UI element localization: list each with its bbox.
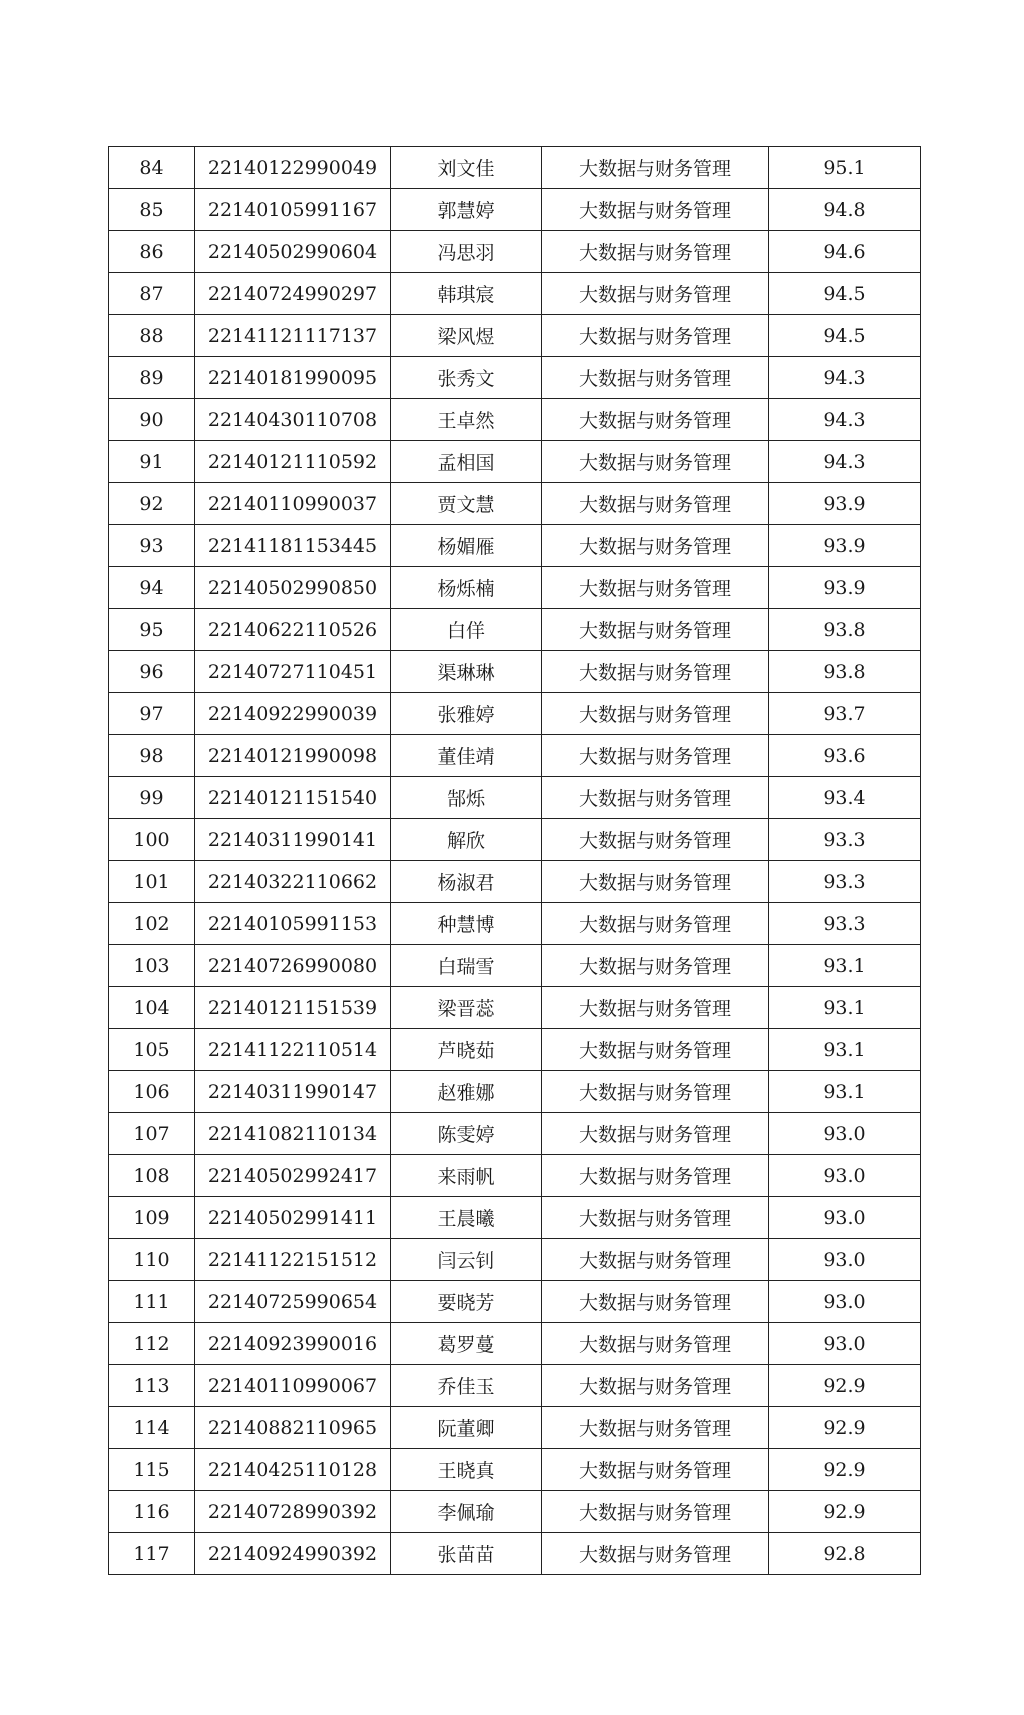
table-row bbox=[109, 1197, 921, 1239]
student-name-cell: 张苗苗 bbox=[391, 1533, 542, 1575]
table-row bbox=[109, 1239, 921, 1281]
candidate-id-cell: 22140430110708 bbox=[195, 399, 391, 441]
student-name-cell: 王晨曦 bbox=[391, 1197, 542, 1239]
table-row bbox=[109, 147, 921, 189]
student-name-cell: 杨烁楠 bbox=[391, 567, 542, 609]
score-cell: 93.0 bbox=[769, 1113, 921, 1155]
student-name-cell: 王晓真 bbox=[391, 1449, 542, 1491]
table-row bbox=[109, 315, 921, 357]
score-cell: 92.9 bbox=[769, 1491, 921, 1533]
student-name-cell: 张雅婷 bbox=[391, 693, 542, 735]
student-name-cell: 白佯 bbox=[391, 609, 542, 651]
table-row bbox=[109, 399, 921, 441]
major-cell: 大数据与财务管理 bbox=[542, 1491, 769, 1533]
major-cell: 大数据与财务管理 bbox=[542, 147, 769, 189]
results-table-body bbox=[109, 147, 921, 1575]
major-cell: 大数据与财务管理 bbox=[542, 945, 769, 987]
table-row bbox=[109, 693, 921, 735]
table-row bbox=[109, 189, 921, 231]
table-row bbox=[109, 1323, 921, 1365]
score-cell: 93.1 bbox=[769, 945, 921, 987]
candidate-id-cell: 22140121110592 bbox=[195, 441, 391, 483]
table-row bbox=[109, 1407, 921, 1449]
student-name-cell: 韩琪宸 bbox=[391, 273, 542, 315]
candidate-id-cell: 22141122110514 bbox=[195, 1029, 391, 1071]
score-cell: 93.0 bbox=[769, 1239, 921, 1281]
table-row bbox=[109, 903, 921, 945]
table-row bbox=[109, 1449, 921, 1491]
major-cell: 大数据与财务管理 bbox=[542, 1071, 769, 1113]
row-number-cell: 86 bbox=[109, 231, 195, 273]
student-name-cell: 种慧博 bbox=[391, 903, 542, 945]
candidate-id-cell: 22140502992417 bbox=[195, 1155, 391, 1197]
major-cell: 大数据与财务管理 bbox=[542, 819, 769, 861]
score-cell: 94.5 bbox=[769, 315, 921, 357]
candidate-id-cell: 22140724990297 bbox=[195, 273, 391, 315]
score-cell: 93.7 bbox=[769, 693, 921, 735]
student-name-cell: 芦晓茹 bbox=[391, 1029, 542, 1071]
score-cell: 95.1 bbox=[769, 147, 921, 189]
row-number-cell: 115 bbox=[109, 1449, 195, 1491]
major-cell: 大数据与财务管理 bbox=[542, 861, 769, 903]
table-row bbox=[109, 525, 921, 567]
table-row bbox=[109, 777, 921, 819]
major-cell: 大数据与财务管理 bbox=[542, 231, 769, 273]
score-cell: 94.5 bbox=[769, 273, 921, 315]
row-number-cell: 96 bbox=[109, 651, 195, 693]
table-row bbox=[109, 1113, 921, 1155]
table-row bbox=[109, 1155, 921, 1197]
student-name-cell: 张秀文 bbox=[391, 357, 542, 399]
table-row bbox=[109, 945, 921, 987]
score-cell: 92.9 bbox=[769, 1449, 921, 1491]
row-number-cell: 93 bbox=[109, 525, 195, 567]
table-row bbox=[109, 1029, 921, 1071]
table-row bbox=[109, 1491, 921, 1533]
results-table bbox=[108, 146, 921, 1575]
candidate-id-cell: 22140924990392 bbox=[195, 1533, 391, 1575]
row-number-cell: 109 bbox=[109, 1197, 195, 1239]
candidate-id-cell: 22141082110134 bbox=[195, 1113, 391, 1155]
candidate-id-cell: 22140311990147 bbox=[195, 1071, 391, 1113]
row-number-cell: 99 bbox=[109, 777, 195, 819]
candidate-id-cell: 22141181153445 bbox=[195, 525, 391, 567]
major-cell: 大数据与财务管理 bbox=[542, 399, 769, 441]
table-row bbox=[109, 1071, 921, 1113]
score-cell: 94.3 bbox=[769, 357, 921, 399]
student-name-cell: 冯思羽 bbox=[391, 231, 542, 273]
candidate-id-cell: 22140502990604 bbox=[195, 231, 391, 273]
table-row bbox=[109, 651, 921, 693]
candidate-id-cell: 22140110990067 bbox=[195, 1365, 391, 1407]
score-cell: 93.9 bbox=[769, 567, 921, 609]
candidate-id-cell: 22140121151539 bbox=[195, 987, 391, 1029]
candidate-id-cell: 22140311990141 bbox=[195, 819, 391, 861]
table-row bbox=[109, 735, 921, 777]
row-number-cell: 101 bbox=[109, 861, 195, 903]
row-number-cell: 95 bbox=[109, 609, 195, 651]
candidate-id-cell: 22140105991153 bbox=[195, 903, 391, 945]
table-row bbox=[109, 483, 921, 525]
score-cell: 93.4 bbox=[769, 777, 921, 819]
score-cell: 93.1 bbox=[769, 1029, 921, 1071]
row-number-cell: 87 bbox=[109, 273, 195, 315]
candidate-id-cell: 22140110990037 bbox=[195, 483, 391, 525]
row-number-cell: 90 bbox=[109, 399, 195, 441]
student-name-cell: 要晓芳 bbox=[391, 1281, 542, 1323]
candidate-id-cell: 22140121151540 bbox=[195, 777, 391, 819]
major-cell: 大数据与财务管理 bbox=[542, 1155, 769, 1197]
major-cell: 大数据与财务管理 bbox=[542, 609, 769, 651]
major-cell: 大数据与财务管理 bbox=[542, 1365, 769, 1407]
score-cell: 93.1 bbox=[769, 1071, 921, 1113]
table-row bbox=[109, 567, 921, 609]
score-cell: 93.0 bbox=[769, 1197, 921, 1239]
score-cell: 92.9 bbox=[769, 1407, 921, 1449]
student-name-cell: 阮董卿 bbox=[391, 1407, 542, 1449]
student-name-cell: 杨淑君 bbox=[391, 861, 542, 903]
student-name-cell: 孟相国 bbox=[391, 441, 542, 483]
major-cell: 大数据与财务管理 bbox=[542, 1281, 769, 1323]
major-cell: 大数据与财务管理 bbox=[542, 693, 769, 735]
score-cell: 94.6 bbox=[769, 231, 921, 273]
major-cell: 大数据与财务管理 bbox=[542, 525, 769, 567]
row-number-cell: 84 bbox=[109, 147, 195, 189]
table-row bbox=[109, 1533, 921, 1575]
row-number-cell: 102 bbox=[109, 903, 195, 945]
row-number-cell: 94 bbox=[109, 567, 195, 609]
score-cell: 94.3 bbox=[769, 399, 921, 441]
table-row bbox=[109, 441, 921, 483]
candidate-id-cell: 22140502990850 bbox=[195, 567, 391, 609]
major-cell: 大数据与财务管理 bbox=[542, 1113, 769, 1155]
student-name-cell: 李佩瑜 bbox=[391, 1491, 542, 1533]
major-cell: 大数据与财务管理 bbox=[542, 651, 769, 693]
table-row bbox=[109, 231, 921, 273]
score-cell: 93.9 bbox=[769, 525, 921, 567]
major-cell: 大数据与财务管理 bbox=[542, 483, 769, 525]
candidate-id-cell: 22141122151512 bbox=[195, 1239, 391, 1281]
major-cell: 大数据与财务管理 bbox=[542, 987, 769, 1029]
table-row bbox=[109, 1281, 921, 1323]
row-number-cell: 116 bbox=[109, 1491, 195, 1533]
score-cell: 93.0 bbox=[769, 1155, 921, 1197]
score-cell: 93.0 bbox=[769, 1281, 921, 1323]
student-name-cell: 郜烁 bbox=[391, 777, 542, 819]
student-name-cell: 来雨帆 bbox=[391, 1155, 542, 1197]
row-number-cell: 111 bbox=[109, 1281, 195, 1323]
major-cell: 大数据与财务管理 bbox=[542, 441, 769, 483]
student-name-cell: 梁晋蕊 bbox=[391, 987, 542, 1029]
candidate-id-cell: 22140181990095 bbox=[195, 357, 391, 399]
row-number-cell: 103 bbox=[109, 945, 195, 987]
row-number-cell: 104 bbox=[109, 987, 195, 1029]
student-name-cell: 葛罗蔓 bbox=[391, 1323, 542, 1365]
student-name-cell: 梁风煜 bbox=[391, 315, 542, 357]
table-row bbox=[109, 609, 921, 651]
score-cell: 93.8 bbox=[769, 609, 921, 651]
candidate-id-cell: 22140122990049 bbox=[195, 147, 391, 189]
row-number-cell: 100 bbox=[109, 819, 195, 861]
major-cell: 大数据与财务管理 bbox=[542, 567, 769, 609]
candidate-id-cell: 22141121117137 bbox=[195, 315, 391, 357]
student-name-cell: 赵雅娜 bbox=[391, 1071, 542, 1113]
score-cell: 93.8 bbox=[769, 651, 921, 693]
row-number-cell: 85 bbox=[109, 189, 195, 231]
table-row bbox=[109, 273, 921, 315]
major-cell: 大数据与财务管理 bbox=[542, 273, 769, 315]
major-cell: 大数据与财务管理 bbox=[542, 315, 769, 357]
candidate-id-cell: 22140922990039 bbox=[195, 693, 391, 735]
student-name-cell: 郭慧婷 bbox=[391, 189, 542, 231]
student-name-cell: 陈雯婷 bbox=[391, 1113, 542, 1155]
student-name-cell: 解欣 bbox=[391, 819, 542, 861]
major-cell: 大数据与财务管理 bbox=[542, 357, 769, 399]
student-name-cell: 王卓然 bbox=[391, 399, 542, 441]
score-cell: 93.6 bbox=[769, 735, 921, 777]
table-row bbox=[109, 861, 921, 903]
major-cell: 大数据与财务管理 bbox=[542, 1029, 769, 1071]
score-cell: 93.3 bbox=[769, 861, 921, 903]
table-row bbox=[109, 1365, 921, 1407]
student-name-cell: 董佳靖 bbox=[391, 735, 542, 777]
major-cell: 大数据与财务管理 bbox=[542, 1323, 769, 1365]
major-cell: 大数据与财务管理 bbox=[542, 189, 769, 231]
row-number-cell: 114 bbox=[109, 1407, 195, 1449]
student-name-cell: 渠琳琳 bbox=[391, 651, 542, 693]
student-name-cell: 刘文佳 bbox=[391, 147, 542, 189]
score-cell: 93.9 bbox=[769, 483, 921, 525]
candidate-id-cell: 22140121990098 bbox=[195, 735, 391, 777]
row-number-cell: 98 bbox=[109, 735, 195, 777]
candidate-id-cell: 22140725990654 bbox=[195, 1281, 391, 1323]
student-name-cell: 杨媚雁 bbox=[391, 525, 542, 567]
major-cell: 大数据与财务管理 bbox=[542, 1533, 769, 1575]
score-cell: 93.3 bbox=[769, 819, 921, 861]
row-number-cell: 92 bbox=[109, 483, 195, 525]
candidate-id-cell: 22140923990016 bbox=[195, 1323, 391, 1365]
row-number-cell: 108 bbox=[109, 1155, 195, 1197]
score-cell: 92.8 bbox=[769, 1533, 921, 1575]
row-number-cell: 89 bbox=[109, 357, 195, 399]
table-row bbox=[109, 357, 921, 399]
candidate-id-cell: 22140882110965 bbox=[195, 1407, 391, 1449]
major-cell: 大数据与财务管理 bbox=[542, 1407, 769, 1449]
student-name-cell: 白瑞雪 bbox=[391, 945, 542, 987]
score-cell: 93.0 bbox=[769, 1323, 921, 1365]
major-cell: 大数据与财务管理 bbox=[542, 903, 769, 945]
candidate-id-cell: 22140728990392 bbox=[195, 1491, 391, 1533]
candidate-id-cell: 22140502991411 bbox=[195, 1197, 391, 1239]
row-number-cell: 105 bbox=[109, 1029, 195, 1071]
student-name-cell: 贾文慧 bbox=[391, 483, 542, 525]
row-number-cell: 88 bbox=[109, 315, 195, 357]
row-number-cell: 117 bbox=[109, 1533, 195, 1575]
major-cell: 大数据与财务管理 bbox=[542, 1197, 769, 1239]
candidate-id-cell: 22140726990080 bbox=[195, 945, 391, 987]
score-cell: 93.3 bbox=[769, 903, 921, 945]
row-number-cell: 110 bbox=[109, 1239, 195, 1281]
row-number-cell: 91 bbox=[109, 441, 195, 483]
student-name-cell: 乔佳玉 bbox=[391, 1365, 542, 1407]
score-cell: 92.9 bbox=[769, 1365, 921, 1407]
row-number-cell: 113 bbox=[109, 1365, 195, 1407]
major-cell: 大数据与财务管理 bbox=[542, 1239, 769, 1281]
row-number-cell: 112 bbox=[109, 1323, 195, 1365]
candidate-id-cell: 22140105991167 bbox=[195, 189, 391, 231]
score-cell: 93.1 bbox=[769, 987, 921, 1029]
major-cell: 大数据与财务管理 bbox=[542, 1449, 769, 1491]
row-number-cell: 97 bbox=[109, 693, 195, 735]
score-cell: 94.8 bbox=[769, 189, 921, 231]
row-number-cell: 106 bbox=[109, 1071, 195, 1113]
candidate-id-cell: 22140322110662 bbox=[195, 861, 391, 903]
row-number-cell: 107 bbox=[109, 1113, 195, 1155]
major-cell: 大数据与财务管理 bbox=[542, 735, 769, 777]
major-cell: 大数据与财务管理 bbox=[542, 777, 769, 819]
score-cell: 94.3 bbox=[769, 441, 921, 483]
table-row bbox=[109, 987, 921, 1029]
table-row bbox=[109, 819, 921, 861]
student-name-cell: 闫云钊 bbox=[391, 1239, 542, 1281]
candidate-id-cell: 22140727110451 bbox=[195, 651, 391, 693]
candidate-id-cell: 22140622110526 bbox=[195, 609, 391, 651]
candidate-id-cell: 22140425110128 bbox=[195, 1449, 391, 1491]
